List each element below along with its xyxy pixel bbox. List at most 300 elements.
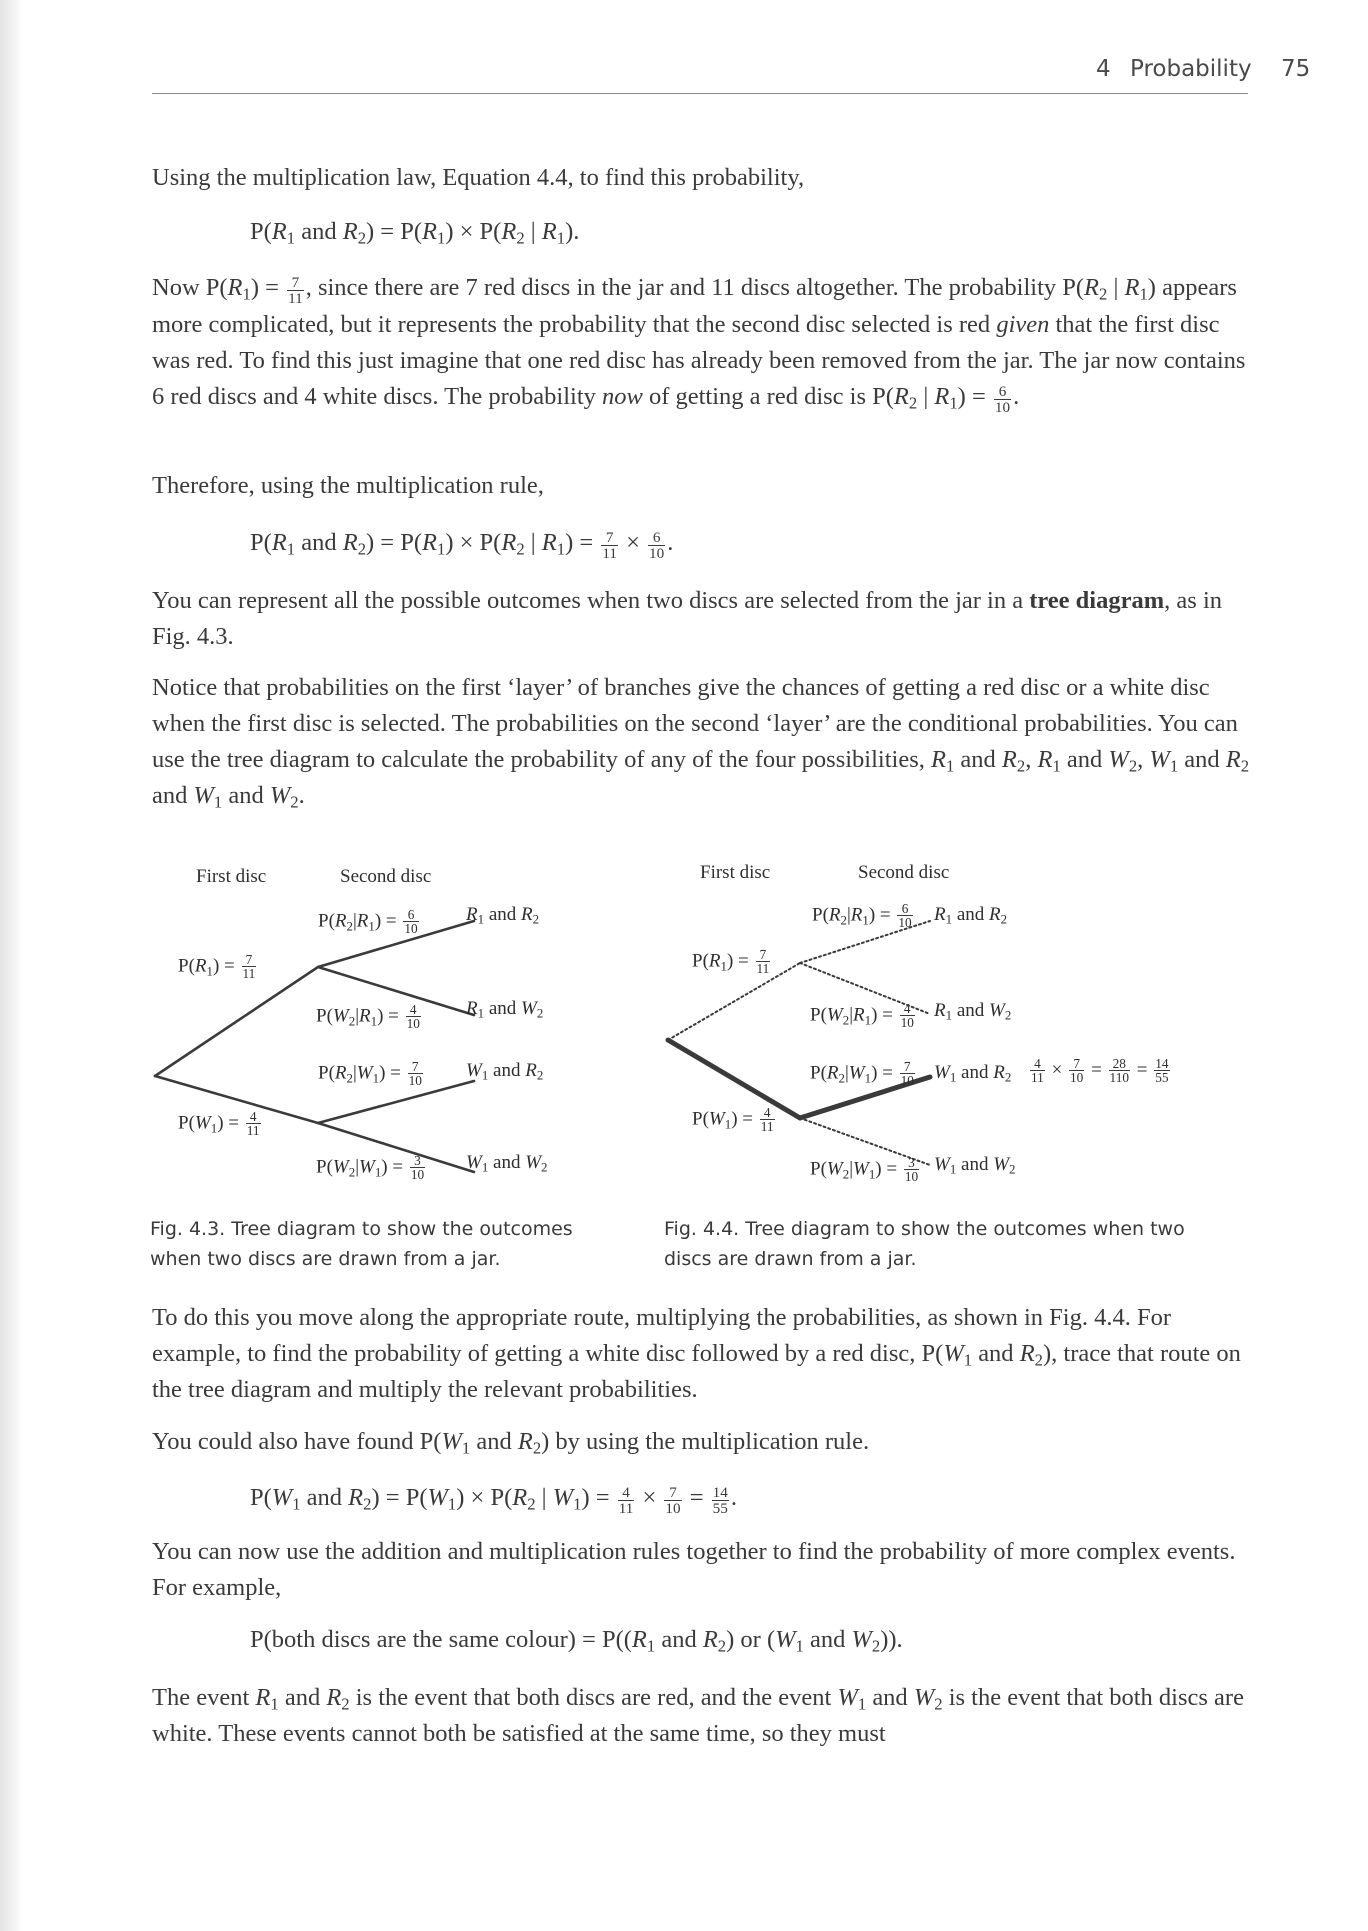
denominator: 11 — [756, 961, 770, 977]
text-run: ) = — [377, 1005, 404, 1027]
paragraph — [152, 1534, 1262, 1606]
math-variable: W — [332, 1156, 349, 1178]
text-run: and — [954, 746, 1002, 773]
math-variable: W — [934, 1062, 950, 1083]
math-variable: R — [334, 910, 347, 932]
text-run: P( — [250, 1484, 272, 1511]
math-variable: W — [552, 1484, 574, 1511]
numerator: 7 — [605, 529, 614, 547]
math-variable: given — [996, 310, 1050, 338]
fraction — [1069, 1057, 1084, 1085]
subscript: 1 — [949, 393, 958, 413]
subscript: 1 — [720, 958, 727, 974]
math-variable: R — [1001, 746, 1017, 773]
text-run: and — [278, 1684, 327, 1711]
text-run: P( — [250, 218, 272, 245]
paragraph — [152, 1680, 1262, 1752]
subscript: 2 — [341, 1694, 350, 1714]
subscript: 2 — [717, 1636, 727, 1656]
numerator: 7 — [903, 1059, 911, 1074]
subscript: 1 — [868, 1166, 876, 1182]
math-variable: W — [775, 1626, 796, 1653]
math-variable: R — [934, 382, 950, 410]
denominator: 110 — [1109, 1070, 1129, 1086]
figure-caption-4-4: Fig. 4.4. Tree diagram to show the outcomes when two discs are drawn from a jar. — [664, 1218, 1185, 1270]
math-variable: R — [255, 1684, 271, 1711]
text-run: ) = P( — [366, 218, 423, 245]
subscript: 2 — [934, 1694, 943, 1714]
subscript: 1 — [945, 756, 955, 776]
math-variable: R — [271, 218, 287, 245]
subscript: 2 — [348, 1164, 356, 1180]
math-variable: W — [1108, 746, 1129, 773]
text-run: and — [488, 1152, 526, 1173]
numerator: 4 — [903, 1001, 911, 1016]
subscript: 1 — [368, 918, 375, 934]
text-run: and — [488, 1060, 526, 1081]
text-run: . — [1013, 382, 1020, 410]
text-run: ) by using the multiplication rule. — [541, 1428, 870, 1455]
text-run: ) = — [868, 904, 896, 926]
numerator: 3 — [414, 1153, 421, 1168]
math-variable: R — [525, 1060, 537, 1081]
text-run: ) = — [871, 1062, 898, 1084]
text-run: Using the multiplication law, Equation 4.4, to find this probability, — [152, 164, 805, 191]
subscript: 1 — [372, 1070, 380, 1086]
math-variable: W — [993, 1154, 1010, 1175]
subscript: 2 — [842, 1166, 850, 1182]
text-run: P( — [810, 1062, 827, 1084]
text-run: and — [655, 1626, 703, 1653]
fraction — [1154, 1057, 1169, 1085]
text-run: | — [355, 1156, 359, 1178]
math-variable: R — [631, 1626, 647, 1653]
subscript: 2 — [357, 228, 367, 248]
denominator: 10 — [665, 1500, 681, 1518]
subscript: 2 — [532, 911, 540, 927]
subscript: 2 — [1099, 284, 1108, 304]
header-first-disc: First disc — [196, 866, 267, 887]
subscript: 1 — [270, 1694, 279, 1714]
math-variable: R — [501, 529, 517, 556]
paragraph — [152, 1300, 1262, 1408]
math-variable: R — [326, 1684, 342, 1711]
subscript: 2 — [516, 228, 525, 248]
text-run: You can represent all the possible outcomes when two discs are selected from the jar in a — [152, 587, 1030, 614]
math-variable: R — [521, 904, 533, 925]
fraction — [760, 1106, 775, 1134]
math-variable: W — [525, 1152, 542, 1173]
text-run: and — [300, 1484, 349, 1511]
text-run: | — [849, 1158, 853, 1180]
subscript: 2 — [290, 792, 299, 812]
numerator: 4 — [249, 1109, 257, 1124]
denominator: 11 — [1031, 1070, 1044, 1086]
outcome-label — [934, 904, 1007, 926]
text-run: and — [952, 904, 989, 925]
subscript: 2 — [1128, 756, 1138, 776]
math-variable: R — [541, 529, 557, 556]
numerator: 7 — [245, 952, 253, 967]
denominator: 10 — [994, 398, 1011, 416]
text-run: ) = — [374, 910, 402, 932]
text-run: . — [298, 782, 305, 809]
numerator: 3 — [908, 1155, 915, 1170]
math-variable: R — [466, 998, 478, 1019]
text-run: ) = — [731, 1108, 758, 1130]
subscript: 1 — [477, 1005, 485, 1021]
math-variable: W — [441, 1428, 462, 1455]
subscript: 1 — [286, 539, 296, 559]
text-run: | — [844, 1062, 849, 1084]
math-variable: W — [359, 1156, 375, 1178]
subscript: 2 — [357, 539, 367, 559]
text-run: = — [1086, 1059, 1107, 1081]
numerator: 4 — [409, 1002, 417, 1017]
text-run: , as in Fig. 4.3. — [152, 587, 1222, 650]
math-variable: R — [934, 1000, 946, 1021]
math-variable: R — [422, 529, 437, 556]
fraction — [618, 1485, 635, 1516]
path-product-annotation — [1028, 1057, 1172, 1085]
text-run: ) × P( — [445, 529, 502, 556]
subscript: 1 — [292, 1494, 301, 1514]
math-variable: R — [334, 1062, 347, 1084]
math-variable: W — [826, 1004, 843, 1026]
math-variable: R — [501, 218, 517, 245]
subscript: 1 — [945, 1007, 953, 1023]
math-variable: R — [826, 1062, 839, 1084]
math-variable: R — [708, 950, 721, 972]
subscript: 1 — [242, 284, 251, 304]
subscript: 1 — [963, 1350, 973, 1370]
subscript: 2 — [908, 393, 918, 413]
text-run: , — [1137, 746, 1150, 773]
math-variable: R — [227, 274, 243, 301]
text-run: P( — [810, 1158, 827, 1180]
text-run: ), trace that route on the tree diagram and multiply the relevant probabilities. — [152, 1340, 1241, 1403]
text-run: ) = — [875, 1158, 902, 1180]
subscript: 1 — [646, 1636, 656, 1656]
text-run: = — [1132, 1059, 1153, 1081]
bold-term: tree diagram — [1029, 587, 1165, 614]
subscript: 1 — [447, 1494, 457, 1514]
subscript: 2 — [1009, 1161, 1016, 1177]
numerator: 14 — [1155, 1056, 1169, 1071]
math-variable: W — [851, 1626, 872, 1653]
text-run: and — [956, 1062, 994, 1083]
numerator: 6 — [901, 901, 909, 916]
text-run: | — [352, 1062, 357, 1084]
text-run: , since there are 7 red discs in the jar and 11 discs altogether. The probability P( — [305, 274, 1085, 301]
text-run: ) = — [212, 955, 240, 977]
subscript: 1 — [286, 228, 296, 248]
chapter-title: Probability — [1130, 56, 1252, 82]
math-variable: R — [934, 904, 946, 925]
math-variable: W — [837, 1684, 858, 1711]
math-variable: R — [850, 904, 863, 926]
text-run: of getting a red disc is P( — [642, 382, 894, 410]
text-run: ) = — [217, 1112, 244, 1134]
text-run: Notice that probabilities on the first ‘layer’ of branches give the chances of getting a red disc or a white disc when the first disc is selected. The probabilities on the second ‘layer’ are the conditional probabilities. You can use the tree diagram to calculate the probability of any of the four possibilities, — [152, 674, 1238, 773]
math-variable: W — [989, 1000, 1005, 1021]
subscript: 2 — [1034, 1350, 1043, 1370]
text-run: | — [524, 529, 542, 556]
math-variable: W — [853, 1158, 869, 1180]
numerator: 7 — [1073, 1056, 1080, 1071]
text-run: × — [1046, 1059, 1068, 1081]
text-run: | — [917, 382, 935, 410]
math-variable: R — [194, 955, 207, 977]
numerator: 4 — [763, 1105, 771, 1120]
text-run: P( — [178, 1112, 195, 1134]
numerator: 6 — [407, 907, 415, 922]
chapter-number: 4 — [1096, 56, 1111, 82]
subscript: 1 — [481, 1159, 489, 1175]
math-variable: W — [194, 1112, 211, 1134]
subscript: 1 — [477, 911, 485, 927]
math-variable: R — [1019, 1340, 1035, 1367]
subscript: 2 — [541, 1159, 548, 1175]
subscript: 1 — [1169, 756, 1179, 776]
text-run: ) appears more complicated, but it represents the probability that the second disc selected is red — [152, 274, 1237, 338]
text-run: ) = — [250, 274, 286, 301]
math-variable: R — [931, 746, 946, 773]
denominator: 10 — [406, 1016, 420, 1032]
fraction — [904, 1156, 919, 1184]
math-variable: R — [466, 904, 478, 925]
subscript: 2 — [348, 1013, 356, 1029]
subscript: 2 — [536, 1005, 544, 1021]
math-variable: R — [271, 529, 287, 556]
header-second-disc: Second disc — [858, 862, 950, 883]
math-variable: R — [422, 218, 437, 245]
math-variable: R — [1084, 274, 1100, 301]
text-run: Now P( — [152, 274, 228, 301]
denominator: 11 — [246, 1123, 260, 1139]
text-run: ) × P( — [445, 218, 502, 245]
text-run: and — [866, 1684, 914, 1711]
subscript: 2 — [527, 1494, 536, 1514]
math-variable: R — [356, 910, 369, 932]
denominator: 55 — [712, 1500, 728, 1518]
text-run: and — [295, 218, 343, 245]
text-run: and — [152, 782, 194, 809]
subscript: 2 — [532, 1438, 542, 1458]
fraction — [664, 1485, 681, 1516]
text-run: )). — [880, 1626, 903, 1653]
subscript: 2 — [871, 1636, 881, 1656]
equation — [250, 1480, 737, 1517]
subscript: 2 — [346, 1070, 353, 1086]
subscript: 1 — [864, 1012, 872, 1028]
fraction — [712, 1485, 729, 1516]
conditional-probability-label — [812, 902, 915, 930]
denominator: 10 — [904, 1169, 919, 1185]
conditional-probability-label — [810, 1002, 917, 1030]
text-run: and — [1060, 746, 1109, 773]
header-first-disc: First disc — [700, 862, 771, 883]
fraction — [756, 948, 771, 976]
equation — [250, 1622, 903, 1658]
math-variable: W — [521, 998, 537, 1019]
text-run: P( — [318, 1062, 335, 1084]
conditional-probability-label — [810, 1156, 921, 1184]
subscript: 1 — [370, 1013, 378, 1029]
text-run: P( — [692, 1108, 709, 1130]
fraction — [1109, 1057, 1130, 1085]
text-run: is the event that both discs are red, and the event — [349, 1684, 838, 1711]
math-variable: W — [193, 782, 214, 809]
math-variable: R — [359, 1005, 371, 1027]
text-run: = — [683, 1484, 710, 1511]
text-run: . — [730, 1484, 737, 1511]
numerator: 7 — [669, 1484, 677, 1502]
math-variable: W — [708, 1108, 725, 1130]
subscript: 1 — [437, 539, 446, 559]
numerator: 4 — [1034, 1056, 1041, 1071]
math-variable: R — [342, 218, 358, 245]
text-run: ) = — [726, 950, 754, 972]
denominator: 10 — [900, 1015, 914, 1031]
text-run: P( — [316, 1156, 333, 1178]
denominator: 11 — [618, 1500, 634, 1518]
subscript: 1 — [437, 228, 446, 248]
math-variable: W — [427, 1484, 448, 1511]
text-run: × — [636, 1484, 663, 1511]
subscript: 2 — [1016, 756, 1026, 776]
math-variable: R — [342, 529, 358, 556]
numerator: 14 — [712, 1484, 728, 1502]
math-variable: W — [1149, 746, 1170, 773]
numerator: 4 — [622, 1484, 630, 1502]
math-variable: R — [517, 1428, 533, 1455]
denominator: 10 — [404, 921, 418, 937]
fraction — [897, 902, 912, 930]
subscript: 1 — [862, 912, 869, 928]
text-run: and — [470, 1428, 518, 1455]
numerator: 7 — [411, 1059, 419, 1074]
text-run: You can now use the addition and multiplication rules together to find the probability of more complex events. For example, — [152, 1538, 1236, 1601]
text-run: P( — [178, 955, 195, 977]
text-run: P( — [318, 910, 335, 932]
text-run: is the event that both discs are white. These events cannot both be satisfied at the same time, so they must — [152, 1684, 1244, 1747]
math-variable: R — [989, 904, 1001, 925]
math-variable: W — [466, 1060, 482, 1081]
math-variable: R — [893, 382, 909, 410]
subscript: 1 — [556, 539, 566, 559]
denominator: 11 — [288, 290, 303, 308]
text-run: ) = P( — [366, 529, 423, 556]
subscript: 1 — [724, 1116, 732, 1132]
math-variable: W — [356, 1062, 373, 1084]
text-run: and — [295, 529, 343, 556]
text-run: and — [803, 1626, 852, 1653]
text-run: | — [355, 1005, 359, 1027]
text-run: | — [846, 904, 851, 926]
subscript: 1 — [857, 1694, 867, 1714]
text-run: | — [849, 1004, 853, 1026]
text-run: The event — [152, 1684, 256, 1711]
text-run: P( — [250, 529, 272, 556]
outcome-label — [934, 1154, 1016, 1176]
subscript: 2 — [842, 1012, 850, 1028]
text-run: and — [222, 782, 270, 809]
math-variable: W — [943, 1340, 964, 1367]
math-variable: R — [541, 218, 557, 245]
subscript: 2 — [838, 1070, 845, 1086]
fraction — [1030, 1057, 1045, 1085]
fraction — [900, 1060, 915, 1088]
denominator: 10 — [1070, 1070, 1084, 1086]
math-variable: W — [269, 782, 291, 809]
subscript: 1 — [210, 1120, 218, 1136]
subscript: 1 — [949, 1161, 957, 1177]
text-run: | — [352, 910, 357, 932]
subscript: 1 — [573, 1494, 582, 1514]
fraction — [900, 1002, 915, 1030]
math-variable: W — [934, 1154, 950, 1175]
subscript: 2 — [363, 1494, 372, 1514]
text-run: × — [619, 529, 647, 556]
math-variable: W — [913, 1684, 935, 1711]
text-run: and — [972, 1340, 1020, 1367]
subscript: 1 — [556, 228, 566, 248]
math-variable: R — [993, 1062, 1005, 1083]
text-run: | — [524, 218, 542, 245]
math-variable: W — [332, 1005, 349, 1027]
subscript: 2 — [1240, 756, 1250, 776]
math-variable: W — [826, 1158, 843, 1180]
subscript: 2 — [1004, 1007, 1012, 1023]
text-run: ) = P( — [371, 1484, 428, 1511]
subscript: 1 — [1052, 756, 1061, 776]
denominator: 11 — [242, 966, 256, 982]
text-run: and — [484, 998, 521, 1019]
subscript: 1 — [864, 1070, 872, 1086]
subscript: 1 — [949, 1069, 957, 1085]
numerator: 7 — [759, 947, 767, 962]
subscript: 1 — [795, 1636, 804, 1656]
math-variable: W — [271, 1484, 293, 1511]
subscript: 1 — [461, 1438, 471, 1458]
text-run: P( — [692, 950, 709, 972]
subscript: 1 — [213, 792, 223, 812]
denominator: 10 — [900, 1073, 914, 1089]
math-variable: R — [1037, 746, 1053, 773]
text-run: and — [1178, 746, 1226, 773]
text-run: ). — [565, 218, 580, 245]
subscript: 1 — [374, 1164, 382, 1180]
subscript: 1 — [1139, 284, 1148, 304]
subscript: 1 — [481, 1067, 489, 1083]
text-run: P(both discs are the same colour) = P(( — [250, 1626, 632, 1653]
text-run: . — [667, 529, 674, 556]
denominator: 55 — [1155, 1070, 1169, 1086]
text-run: ) = — [581, 1484, 616, 1511]
outcome-label — [934, 1062, 1011, 1084]
text-run: ) or ( — [726, 1626, 776, 1653]
denominator: 10 — [649, 545, 665, 563]
text-run: ) = — [871, 1004, 898, 1026]
subscript: 2 — [1004, 1069, 1012, 1085]
text-run: ) = — [957, 382, 992, 410]
math-variable: W — [848, 1062, 865, 1084]
math-variable: now — [602, 382, 643, 410]
text-run: and — [956, 1154, 994, 1175]
page-number: 75 — [1281, 56, 1311, 82]
numerator: 7 — [291, 274, 300, 292]
